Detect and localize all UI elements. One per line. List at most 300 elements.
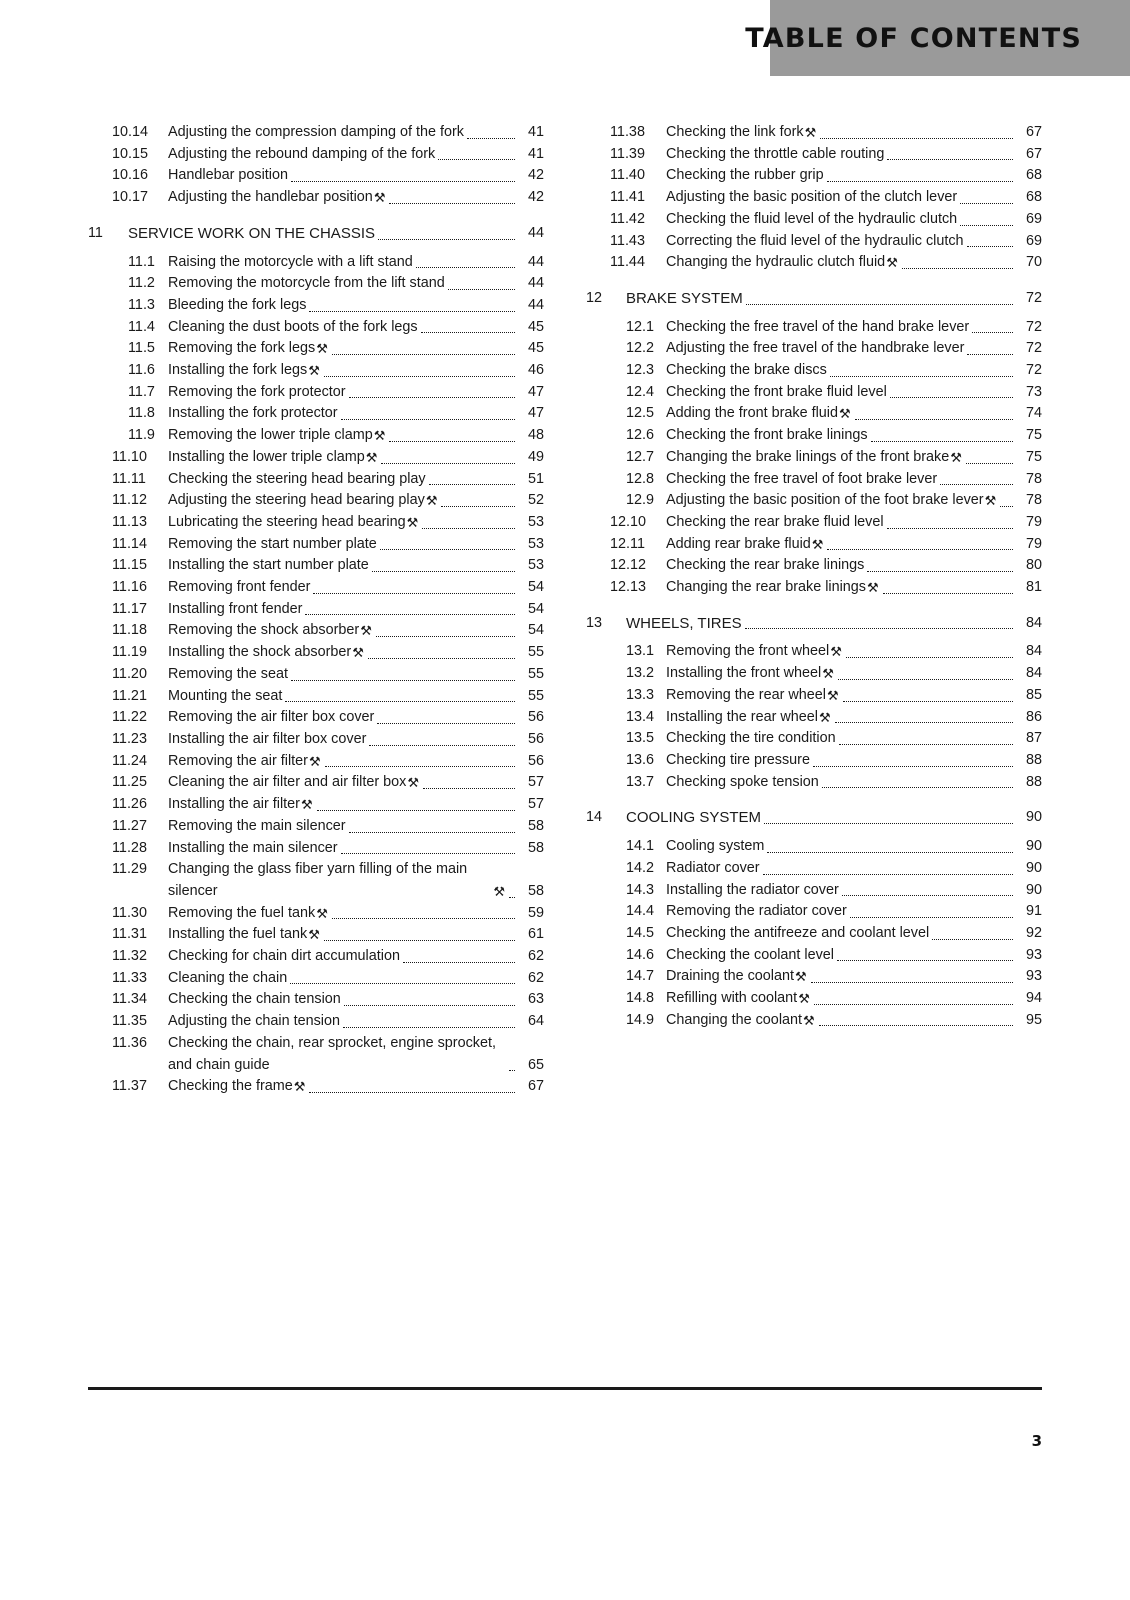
toc-entry-number: 14.7 xyxy=(626,968,655,985)
toc-entry-page: 84 xyxy=(1025,643,1042,660)
toc-entry-label-wrap xyxy=(168,360,544,382)
leader-dots xyxy=(972,332,1013,333)
toc-entry-label: Checking the chain, rear sprocket, engine sprocket, and chain guide xyxy=(168,1034,496,1073)
toc-entry-row[interactable] xyxy=(88,794,544,816)
leader-dots xyxy=(846,657,1013,658)
toc-entry-row[interactable] xyxy=(88,859,544,902)
toc-entry-number: 11.38 xyxy=(610,124,645,140)
toc-entry-label-wrap xyxy=(168,382,544,404)
toc-entry-row[interactable] xyxy=(88,838,544,860)
toc-entry-label-wrap xyxy=(666,728,1042,750)
toc-entry-number: 11.21 xyxy=(112,687,147,704)
toc-entry-row[interactable] xyxy=(586,901,1042,923)
toc-entry-page: 67 xyxy=(1025,145,1042,162)
toc-entry-page: 54 xyxy=(527,622,544,639)
leader-dots xyxy=(932,939,1013,940)
toc-entry-label: Adjusting the basic position of the clutch lever xyxy=(666,189,958,206)
leader-dots xyxy=(368,658,515,659)
toc-entry-label-wrap xyxy=(666,901,1042,923)
toc-entry-label-wrap xyxy=(168,751,544,773)
toc-entry-label: Mounting the seat xyxy=(168,687,283,704)
toc-entry-label: Changing the coolant xyxy=(666,1011,803,1028)
toc-entry-number: 12.5 xyxy=(626,405,655,422)
toc-entry-label-wrap xyxy=(168,968,544,990)
toc-entry-label: Removing the start number plate xyxy=(168,535,377,552)
toc-entry-row[interactable] xyxy=(88,382,544,404)
toc-entry-label-wrap xyxy=(666,338,1042,360)
toc-entry-page: 67 xyxy=(1025,124,1042,140)
toc-entry-label: Checking the antifreeze and coolant level xyxy=(666,924,930,941)
toc-entry-row[interactable] xyxy=(88,252,544,274)
toc-entry-number: 12 xyxy=(586,289,603,306)
wrench-icon: ⚒ xyxy=(360,623,372,639)
toc-entry-label-wrap xyxy=(168,924,544,946)
toc-entry-label-wrap xyxy=(666,966,1042,988)
toc-entry-number: 11.11 xyxy=(112,470,146,487)
toc-entry-page: 68 xyxy=(1025,189,1042,206)
toc-entry-page: 79 xyxy=(1025,535,1042,552)
toc-entry-row[interactable] xyxy=(88,707,544,729)
toc-entry-label-wrap xyxy=(168,165,544,187)
toc-entry-label: BRAKE SYSTEM xyxy=(626,289,743,307)
toc-entry-row[interactable] xyxy=(586,534,1042,556)
toc-entry-page: 90 xyxy=(1025,809,1042,826)
toc-entry-page: 92 xyxy=(1025,924,1042,941)
toc-entry-row[interactable] xyxy=(586,469,1042,491)
toc-entry-label-wrap xyxy=(666,144,1042,166)
toc-entry-page: 55 xyxy=(527,687,544,704)
toc-entry-number: 11.15 xyxy=(112,557,147,574)
toc-entry-row[interactable] xyxy=(586,360,1042,382)
toc-entry-number: 11.33 xyxy=(112,969,147,986)
toc-entry-row[interactable] xyxy=(88,599,544,621)
toc-entry-number: 11.12 xyxy=(112,492,147,509)
toc-entry-number: 11.13 xyxy=(112,513,147,530)
leader-dots xyxy=(839,744,1013,745)
leader-dots xyxy=(377,723,515,724)
toc-entry-label-wrap xyxy=(168,946,544,968)
toc-entry-row[interactable] xyxy=(586,577,1042,599)
toc-entry-label: Checking the rear brake fluid level xyxy=(666,513,884,530)
toc-entry-label: Removing the radiator cover xyxy=(666,903,847,920)
toc-entry-number: 12.8 xyxy=(626,470,655,487)
leader-dots xyxy=(291,181,515,182)
toc-entry-label-wrap xyxy=(666,685,1042,707)
toc-entry-number: 14.8 xyxy=(626,990,655,1007)
wrench-icon: ⚒ xyxy=(811,536,824,552)
wrench-icon: ⚒ xyxy=(795,969,807,985)
toc-entry-number: 11 xyxy=(88,224,103,241)
toc-entry-row[interactable] xyxy=(88,946,544,968)
toc-entry-label-wrap xyxy=(168,273,544,295)
toc-entry-label: Changing the rear brake linings xyxy=(666,579,866,596)
toc-entry-label-wrap xyxy=(666,988,1042,1010)
toc-entry-label: Adjusting the basic position of the foot brake lever xyxy=(666,492,984,509)
toc-entry-label: Cooling system xyxy=(666,838,765,855)
toc-entry-page: 72 xyxy=(1025,362,1042,379)
toc-entry-label: Checking the chain tension xyxy=(168,991,341,1008)
toc-entry-page: 88 xyxy=(1025,773,1042,790)
toc-entry-number: 13.4 xyxy=(626,708,655,725)
toc-entry-label: Checking the tire condition xyxy=(666,730,836,747)
toc-entry-label: Adjusting the rebound damping of the fork xyxy=(168,145,436,162)
toc-entry-label-wrap xyxy=(666,209,1042,231)
toc-entry-label-wrap xyxy=(168,664,544,686)
toc-entry-label-wrap xyxy=(168,534,544,556)
leader-dots xyxy=(822,787,1013,788)
toc-entry-label: Removing the lower triple clamp xyxy=(168,427,373,444)
toc-entry-label: Installing the fuel tank xyxy=(168,926,308,943)
toc-entry-row[interactable] xyxy=(586,231,1042,253)
toc-entry-number: 14.3 xyxy=(626,881,655,898)
toc-entry-label: Removing the rear wheel xyxy=(666,686,826,703)
toc-entry-row[interactable] xyxy=(88,165,544,187)
toc-entry-label-wrap xyxy=(666,165,1042,187)
toc-entry-row[interactable] xyxy=(88,816,544,838)
leader-dots xyxy=(830,376,1013,377)
toc-entry-label-wrap xyxy=(168,295,544,317)
toc-entry-row[interactable] xyxy=(88,425,544,447)
toc-entry-label-wrap xyxy=(626,613,1042,635)
toc-entry-number: 12.6 xyxy=(626,427,655,444)
toc-entry-row[interactable] xyxy=(88,729,544,751)
toc-entry-row[interactable] xyxy=(586,122,1042,144)
leader-dots xyxy=(441,506,515,507)
toc-entry-number: 11.40 xyxy=(610,167,645,184)
toc-entry-label-wrap xyxy=(666,880,1042,902)
toc-entry-label-wrap xyxy=(666,858,1042,880)
toc-entry-label: Checking for chain dirt accumulation xyxy=(168,948,400,965)
wrench-icon: ⚒ xyxy=(425,493,438,509)
leader-dots xyxy=(376,636,515,637)
toc-entry-row[interactable] xyxy=(586,663,1042,685)
toc-entry-number: 11.43 xyxy=(610,232,645,249)
toc-entry-label: Installing the radiator cover xyxy=(666,881,839,898)
toc-entry-label: Adjusting the free travel of the handbrake lever xyxy=(666,340,965,357)
toc-entry-page: 95 xyxy=(1025,1011,1042,1028)
toc-entry-number: 11.28 xyxy=(112,839,147,856)
leader-dots xyxy=(389,203,515,204)
toc-entry-page: 67 xyxy=(527,1078,544,1095)
toc-entry-label-wrap xyxy=(168,686,544,708)
toc-entry-label-wrap xyxy=(666,231,1042,253)
toc-entry-row[interactable] xyxy=(88,664,544,686)
leader-dots xyxy=(855,419,1013,420)
toc-entry-row[interactable] xyxy=(88,642,544,664)
toc-entry-label: Adding the front brake fluid xyxy=(666,405,838,422)
toc-entry-page: 48 xyxy=(527,427,544,444)
toc-entry-number: 14 xyxy=(586,809,603,826)
toc-entry-row[interactable] xyxy=(586,1010,1042,1032)
leader-dots xyxy=(380,549,515,550)
toc-entry-row[interactable] xyxy=(88,1033,544,1076)
toc-entry-row[interactable] xyxy=(88,1076,544,1098)
leader-dots xyxy=(403,962,515,963)
toc-entry-page: 59 xyxy=(527,904,544,921)
toc-entry-row[interactable] xyxy=(88,490,544,512)
toc-entry-page: 93 xyxy=(1025,946,1042,963)
toc-entry-row[interactable] xyxy=(88,403,544,425)
toc-entry-row[interactable] xyxy=(586,750,1042,772)
toc-entry-row[interactable] xyxy=(586,836,1042,858)
toc-entry-label: Checking the front brake linings xyxy=(666,427,868,444)
toc-entry-row[interactable] xyxy=(586,209,1042,231)
toc-entry-row[interactable] xyxy=(88,924,544,946)
toc-entry-label: Adding rear brake fluid xyxy=(666,535,811,552)
toc-entry-label: Raising the motorcycle with a lift stand xyxy=(168,253,413,270)
toc-entry-number: 14.9 xyxy=(626,1011,655,1028)
toc-entry-label: Checking the brake discs xyxy=(666,362,827,379)
toc-entry-row[interactable] xyxy=(586,641,1042,663)
header-band xyxy=(745,0,1130,76)
toc-entry-number: 12.10 xyxy=(610,513,647,530)
toc-entry-page: 79 xyxy=(1025,513,1042,530)
toc-entry-row[interactable] xyxy=(88,555,544,577)
wrench-icon: ⚒ xyxy=(493,883,505,899)
leader-dots xyxy=(344,1005,515,1006)
toc-entry-row[interactable] xyxy=(88,273,544,295)
leader-dots xyxy=(842,895,1013,896)
toc-entry-page: 90 xyxy=(1025,881,1042,898)
toc-entry-page: 88 xyxy=(1025,751,1042,768)
toc-entry-label-wrap xyxy=(666,707,1042,729)
toc-entry-label: COOLING SYSTEM xyxy=(626,809,762,827)
toc-entry-label: Checking the frame xyxy=(168,1078,293,1095)
leader-dots xyxy=(349,832,515,833)
toc-entry-row[interactable] xyxy=(586,382,1042,404)
toc-entry-number: 12.1 xyxy=(626,318,655,335)
toc-chapter-row[interactable] xyxy=(586,807,1042,829)
leader-dots xyxy=(325,766,515,767)
toc-entry-label: Cleaning the chain xyxy=(168,969,288,986)
toc-entry-row[interactable] xyxy=(88,620,544,642)
toc-entry-label: Adjusting the chain tension xyxy=(168,1013,341,1030)
toc-entry-row[interactable] xyxy=(586,252,1042,274)
toc-entry-row[interactable] xyxy=(88,144,544,166)
toc-entry-row[interactable] xyxy=(88,317,544,339)
toc-entry-number: 12.3 xyxy=(626,362,655,379)
toc-entry-label: Installing the fork protector xyxy=(168,405,338,422)
leader-dots xyxy=(960,203,1013,204)
toc-entry-row[interactable] xyxy=(586,945,1042,967)
toc-entry-row[interactable] xyxy=(586,425,1042,447)
leader-dots xyxy=(378,239,515,240)
toc-entry-row[interactable] xyxy=(88,751,544,773)
toc-entry-row[interactable] xyxy=(88,1011,544,1033)
toc-chapter-row[interactable] xyxy=(586,613,1042,635)
toc-entry-label: Checking spoke tension xyxy=(666,773,819,790)
toc-entry-number: 12.9 xyxy=(626,492,655,509)
toc-entry-number: 11.17 xyxy=(112,600,147,617)
toc-entry-row[interactable] xyxy=(88,187,544,209)
toc-entry-row[interactable] xyxy=(586,685,1042,707)
toc-entry-row[interactable] xyxy=(586,144,1042,166)
toc-entry-label-wrap xyxy=(168,577,544,599)
toc-entry-page: 41 xyxy=(527,124,544,140)
toc-entry-label: Installing the fork legs xyxy=(168,362,308,379)
toc-entry-row[interactable] xyxy=(586,165,1042,187)
toc-entry-number: 10.17 xyxy=(112,189,149,206)
toc-entry-row[interactable] xyxy=(586,707,1042,729)
toc-entry-page: 56 xyxy=(527,730,544,747)
wrench-icon: ⚒ xyxy=(826,687,839,703)
toc-entry-number: 11.22 xyxy=(112,709,147,726)
wrench-icon: ⚒ xyxy=(316,905,328,921)
toc-entry-number: 11.32 xyxy=(112,948,147,965)
toc-entry-label-wrap xyxy=(666,663,1042,685)
leader-dots xyxy=(902,268,1013,269)
toc-entry-page: 47 xyxy=(527,383,544,400)
toc-entry-label: Handlebar position xyxy=(168,167,289,184)
toc-entry-row[interactable] xyxy=(88,447,544,469)
toc-entry-label-wrap xyxy=(168,816,544,838)
toc-entry-label: Installing the rear wheel xyxy=(666,708,818,725)
leader-dots xyxy=(341,853,515,854)
leader-dots xyxy=(960,225,1013,226)
toc-entry-page: 90 xyxy=(1025,859,1042,876)
toc-entry-label: Installing the front wheel xyxy=(666,665,822,682)
toc-entry-label-wrap xyxy=(666,1010,1042,1032)
toc-entry-label-wrap xyxy=(666,490,1042,512)
toc-entry-row[interactable] xyxy=(586,403,1042,425)
toc-entry-label: Checking the front brake fluid level xyxy=(666,383,887,400)
leader-dots xyxy=(309,311,515,312)
toc-entry-row[interactable] xyxy=(586,447,1042,469)
toc-entry-number: 12.12 xyxy=(610,557,647,574)
toc-entry-page: 53 xyxy=(527,513,544,530)
wrench-icon: ⚒ xyxy=(300,797,313,813)
toc-entry-number: 12.11 xyxy=(610,535,645,552)
toc-entry-page: 58 xyxy=(527,882,544,899)
toc-entry-page: 62 xyxy=(527,948,544,965)
toc-entry-row[interactable] xyxy=(88,903,544,925)
toc-entry-row[interactable] xyxy=(586,555,1042,577)
toc-entry-label: SERVICE WORK ON THE CHASSIS xyxy=(128,224,375,242)
toc-entry-page: 52 xyxy=(527,492,544,509)
toc-entry-page: 68 xyxy=(1025,167,1042,184)
toc-entry-page: 57 xyxy=(527,796,544,813)
leader-dots xyxy=(745,628,1013,629)
leader-dots xyxy=(422,528,515,529)
toc-entry-label-wrap xyxy=(666,534,1042,556)
toc-entry-row[interactable] xyxy=(88,122,544,144)
toc-entry-row[interactable] xyxy=(586,966,1042,988)
leader-dots xyxy=(313,593,515,594)
toc-entry-row[interactable] xyxy=(88,989,544,1011)
toc-entry-label: Installing the main silencer xyxy=(168,839,338,856)
toc-entry-row[interactable] xyxy=(586,728,1042,750)
toc-chapter-row[interactable] xyxy=(586,288,1042,310)
toc-entry-row[interactable] xyxy=(88,772,544,794)
toc-entry-page: 44 xyxy=(527,296,544,313)
toc-entry-row[interactable] xyxy=(586,187,1042,209)
toc-entry-row[interactable] xyxy=(88,577,544,599)
toc-column-left xyxy=(88,122,544,1098)
toc-entry-number: 11.18 xyxy=(112,622,147,639)
toc-entry-page: 85 xyxy=(1025,686,1042,703)
wrench-icon: ⚒ xyxy=(867,580,879,596)
toc-entry-number: 11.36 xyxy=(112,1034,147,1051)
toc-entry-page: 56 xyxy=(527,709,544,726)
wrench-icon: ⚒ xyxy=(293,1079,306,1095)
toc-chapter-row[interactable] xyxy=(88,223,544,245)
toc-entry-number: 14.5 xyxy=(626,924,655,941)
toc-entry-row[interactable] xyxy=(586,858,1042,880)
toc-entry-page: 86 xyxy=(1025,708,1042,725)
leader-dots xyxy=(871,441,1013,442)
toc-entry-label-wrap xyxy=(666,425,1042,447)
toc-entry-number: 14.2 xyxy=(626,859,655,876)
toc-entry-row[interactable] xyxy=(88,534,544,556)
toc-entry-row[interactable] xyxy=(88,968,544,990)
toc-entry-label-wrap xyxy=(666,836,1042,858)
toc-entry-row[interactable] xyxy=(88,338,544,360)
leader-dots xyxy=(324,940,515,941)
leader-dots xyxy=(509,897,515,898)
wrench-icon: ⚒ xyxy=(984,493,997,509)
toc-entry-label: Removing the main silencer xyxy=(168,817,346,834)
toc-entry-label-wrap xyxy=(666,317,1042,339)
toc-entry-page: 45 xyxy=(527,318,544,335)
toc-entry-row[interactable] xyxy=(586,338,1042,360)
toc-entry-page: 46 xyxy=(527,362,544,379)
leader-dots xyxy=(421,332,515,333)
leader-dots xyxy=(467,138,515,139)
toc-entry-number: 11.26 xyxy=(112,796,147,813)
toc-entry-page: 42 xyxy=(527,167,544,184)
toc-entry-row[interactable] xyxy=(88,469,544,491)
toc-entry-row[interactable] xyxy=(88,512,544,534)
toc-entry-label: Adjusting the compression damping of the fork xyxy=(168,124,464,140)
toc-entry-label: Checking the free travel of the hand brake lever xyxy=(666,318,970,335)
leader-dots xyxy=(341,419,515,420)
toc-entry-row[interactable] xyxy=(586,317,1042,339)
leader-dots xyxy=(887,528,1013,529)
toc-entry-row[interactable] xyxy=(586,923,1042,945)
leader-dots xyxy=(416,267,515,268)
wrench-icon: ⚒ xyxy=(803,1012,815,1028)
toc-entry-row[interactable] xyxy=(586,880,1042,902)
leader-dots xyxy=(811,982,1013,983)
toc-entry-number: 13.2 xyxy=(626,665,655,682)
footer-divider xyxy=(88,1387,1042,1390)
toc-entry-page: 69 xyxy=(1025,232,1042,249)
toc-entry-row[interactable] xyxy=(586,772,1042,794)
toc-entry-label: Radiator cover xyxy=(666,859,760,876)
toc-entry-row[interactable] xyxy=(586,490,1042,512)
toc-entry-label: Cleaning the dust boots of the fork legs xyxy=(168,318,418,335)
toc-entry-row[interactable] xyxy=(88,295,544,317)
leader-dots xyxy=(324,376,515,377)
toc-entry-label-wrap xyxy=(666,750,1042,772)
toc-entry-page: 56 xyxy=(527,752,544,769)
toc-entry-page: 58 xyxy=(527,817,544,834)
toc-entry-number: 11.25 xyxy=(112,774,147,791)
leader-dots xyxy=(819,1025,1013,1026)
toc-entry-row[interactable] xyxy=(586,512,1042,534)
toc-entry-number: 11.4 xyxy=(128,318,155,335)
toc-entry-label-wrap xyxy=(168,620,544,642)
wrench-icon: ⚒ xyxy=(950,449,962,465)
wrench-icon: ⚒ xyxy=(886,255,898,271)
toc-entry-row[interactable] xyxy=(88,686,544,708)
toc-entry-number: 11.5 xyxy=(128,340,155,357)
toc-entry-row[interactable] xyxy=(586,988,1042,1010)
toc-entry-row[interactable] xyxy=(88,360,544,382)
toc-entry-label-wrap xyxy=(168,989,544,1011)
toc-entry-label: Installing the air filter box cover xyxy=(168,730,367,747)
leader-dots xyxy=(746,304,1013,305)
